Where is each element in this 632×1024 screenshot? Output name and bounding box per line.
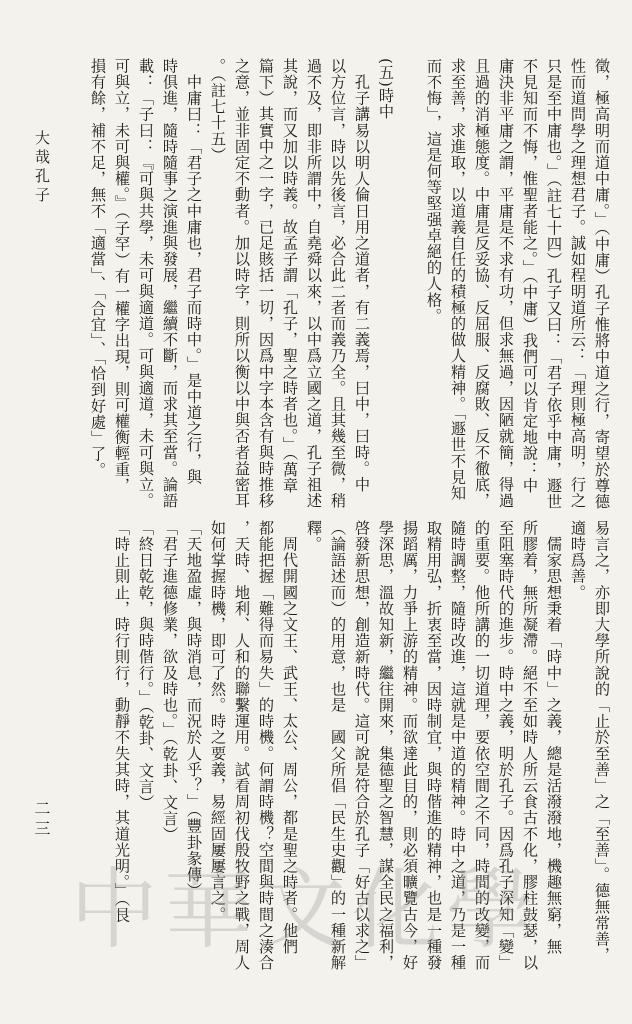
section-heading: (五)時中 <box>377 58 395 120</box>
text-column: 徵，極高明而道中庸。」（中庸）孔子惟將中道之行，寄望於尊德 <box>593 58 611 510</box>
text-column: 而不悔」，這是何等堅强卓絕的人格。 <box>425 58 443 325</box>
text-column: 求至善，求進取，以道義自任的積極的做人精神。「遯世不見知 <box>449 58 467 502</box>
text-column: 學深思，溫故知新，繼往開來，集德聖之智慧，謀全民之福利， <box>377 520 395 971</box>
text-column: 時俱進，隨時隨事之演進與發展，繼續不斷，而求其至當。論語 <box>161 58 179 509</box>
quotation-line: 「君子進德修業，欲及時也。」（乾卦、文言） <box>161 520 179 843</box>
page-number: 二三 <box>32 800 51 840</box>
text-column: 啓發新思想，創造新時代。這可說是符合於孔子「好古以求之」 <box>353 520 371 971</box>
watermark: 中華文化學 <box>70 858 541 961</box>
text-column: 過不及，即非所謂中，自堯舜以來，以中爲立國之道，孔子祖述 <box>305 58 323 509</box>
text-column: 孔子講易以明人倫日用之道者，有二義焉，曰中，曰時。中 <box>353 58 371 493</box>
text-column: 以方位言，時以先後言，必合此二者而義乃全。且其幾至微，稍 <box>329 58 347 509</box>
text-column: 不見知而不悔，惟聖者能之。」（中庸）我們可以肯定地說：中 <box>521 58 539 494</box>
text-column: 之意，並非固定不動者。加以時字，則所以衡以中與否者益密耳 <box>233 58 251 509</box>
text-column: 都能把握「難得而易失」的時機。何謂時機？空間與時間之湊合 <box>257 520 275 971</box>
text-column: 至阻塞時代的進步。時中之義，明於孔子。因爲孔子深知「變」 <box>497 520 515 971</box>
text-column: 庸決非平庸之謂，平庸是不求有功，但求無過，因陋就簡，得過 <box>497 58 515 509</box>
text-column: 載：「子曰：『可與共學，未可與適道。可與適道，未可與立。 <box>137 58 155 509</box>
quotation-line: 「時止則止，時行則行，動靜不失其時，其道光明。」（艮 <box>113 520 131 924</box>
quotation-line: 「天地盈虛，與時消息，而況於人乎？」（豐卦彖傳） <box>185 520 203 899</box>
text-column: 其說，而又加以時義。故孟子謂「孔子，聖之時者也。」（萬章 <box>281 58 299 494</box>
text-column: 中庸曰：「君子之中庸也，君子而時中。」是中道之行，與 <box>185 58 203 486</box>
text-column: 隨時調整，隨時改進，這就是中道的精神。時中之道，乃是一種 <box>449 520 467 971</box>
text-column: （論語述而）的用意，也是 國父所倡「民生史觀」的一種新解 <box>329 520 347 971</box>
text-column: 如何掌握時機，即可了然。時之要義，易經固屢屢言之。 <box>209 520 227 923</box>
text-column: 的重要。他所講的一切道理，要依空間之不同，時間的改變，而 <box>473 520 491 971</box>
text-column: 適時爲善。 <box>569 520 587 601</box>
text-column: 可與立，未可與權。』（子罕）有一權字出現，則可權衡輕重， <box>113 58 131 494</box>
text-column: ，天時、地利、人和的聯繫運用。試看周初伐殷牧野之戰，周人 <box>233 520 251 971</box>
text-column: 取精用弘，折衷至當，因時制宜，與時偕進的精神，也是一種發 <box>425 520 443 971</box>
running-title: 大哉孔子 <box>33 130 51 206</box>
text-column: 釋。 <box>305 520 323 553</box>
text-column: 儒家思想秉着「時中」之義，總是活潑潑地，機趣無窮，無 <box>545 520 563 955</box>
text-column: 揚蹈厲，力爭上游的精神。而欲達此目的，則必須曠覽古今，好 <box>401 520 419 971</box>
text-column: 所膠着，無所凝滯。絕不至如時人所云食古不化，膠柱鼓瑟，以 <box>521 520 539 971</box>
text-column: 易言之，亦即大學所說的「止於至善」之「至善」。德無常善， <box>593 520 611 964</box>
text-column: 且過的消極態度。中庸是反妥協、反屈服、反腐敗、反不徹底， <box>473 58 491 509</box>
text-column: 。（註七十五） <box>209 58 227 164</box>
text-column: 性而道問學之理想君子。誠如程明道所云：「理則極高明，行之 <box>569 58 587 509</box>
text-column: 周代開國之文王、武王、太公、周公，都是聖之時者。他們 <box>281 520 299 955</box>
quotation-line: 「終日乾乾，與時偕行。」（乾卦、文言） <box>137 520 155 811</box>
text-column: 損有餘，補不足，無不「適當」、「合宜」、「恰到好處」了。 <box>89 58 107 479</box>
text-column: 只是至中庸也。」（註七十四）孔子又曰：「君子依乎中庸，遯世 <box>545 58 563 510</box>
text-column: 篇下）其實中之一字，已足賅括一切，因爲中字本含有與時推移 <box>257 58 275 509</box>
